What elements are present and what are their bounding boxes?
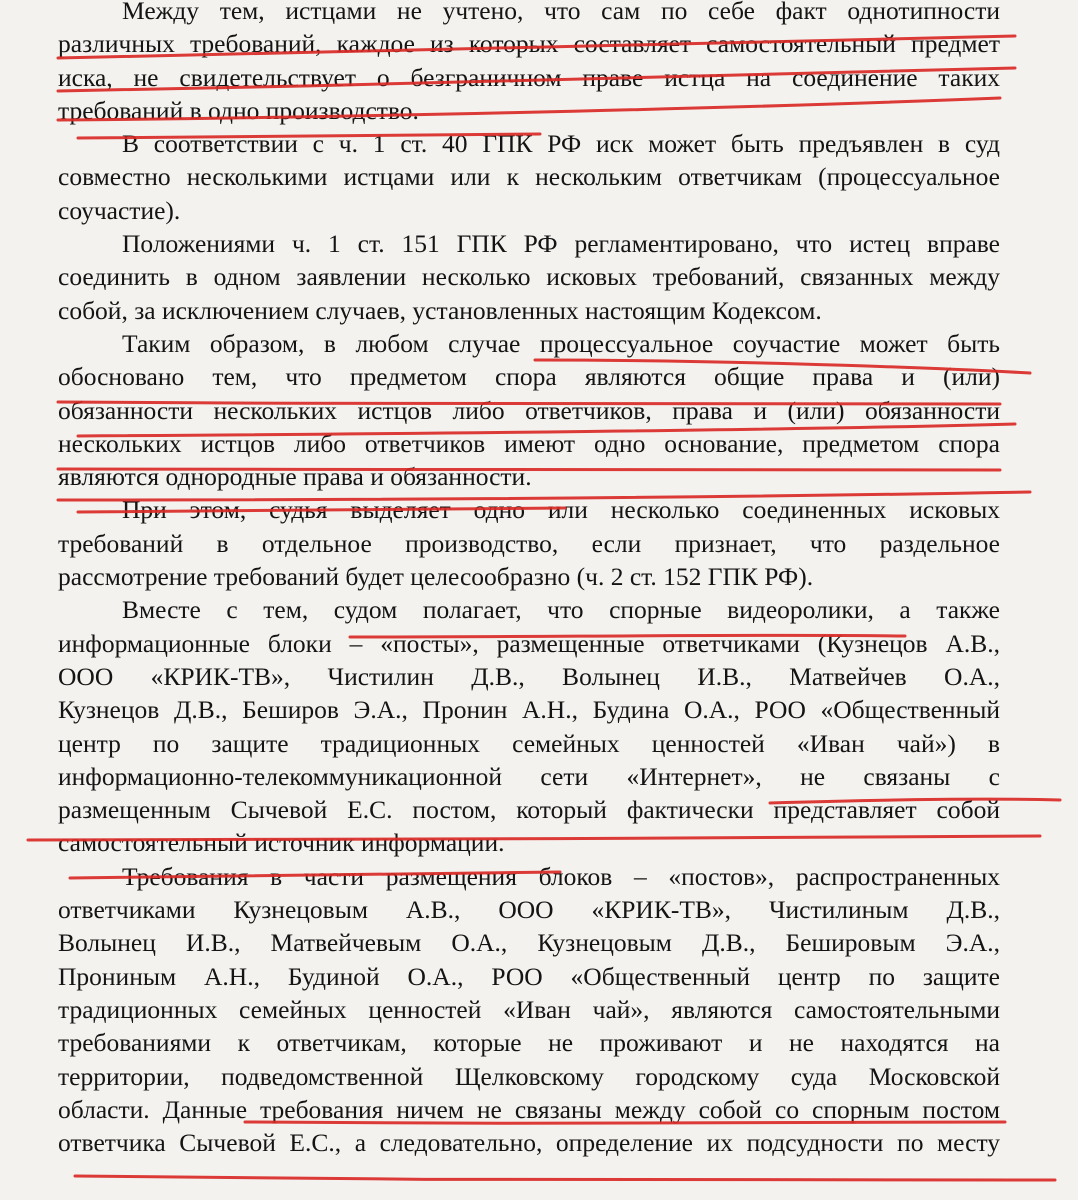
text-line: ответчика Сычевой Е.С., а следовательно, определение их подсудности по месту [58,1128,1000,1158]
text-line: центр по защите традиционных семейных ценностей «Иван чай») в [58,728,1000,758]
text-line: области. Данные требования ничем не связаны между собой со спорным постом [58,1094,1000,1124]
text-line: информационные блоки – «посты», размещенные ответчиками (Кузнецов А.В., [58,628,1000,658]
paragraph-6 [58,593,1000,859]
text-line: ответчиками Кузнецовым А.В., ООО «КРИК-ТВ», Чистилиным Д.В., [58,895,1000,925]
text-line: Положениями ч. 1 ст. 151 ГПК РФ регламентировано, что истец вправе [122,229,1000,259]
text-line: требований в отдельное производство, если признает, что раздельное [58,528,1000,558]
text-line: собой, за исключением случаев, установленных настоящим Кодексом. [58,295,822,325]
text-line: нескольких истцов либо ответчиков имеют одно основание, предметом спора [58,428,1000,458]
paragraph-4 [58,327,1000,493]
text-line: территории, подведомственной Щелковскому городскому суда Московской [58,1061,1000,1091]
text-line: требований в одно производство. [58,95,419,125]
text-line: самостоятельный источник информации. [58,828,505,858]
text-line: требованиями к ответчикам, которые не проживают и не находятся на [58,1028,1000,1058]
paragraph-5 [58,493,1000,593]
paragraph-1 [58,0,1000,127]
text-line: соучастие). [58,195,181,225]
paragraph-2 [58,127,1000,227]
text-line: традиционных семейных ценностей «Иван чай», являются самостоятельными [58,994,1000,1024]
text-line: размещенным Сычевой Е.С. постом, который фактически представляет собой [58,795,1000,825]
text-line: Требования в части размещения блоков – «постов», распространенных [122,861,1000,891]
text-line: Волынец И.В., Матвейчевым О.А., Кузнецовым Д.В., Бешировым Э.А., [58,928,1000,958]
paragraph-3 [58,227,1000,327]
text-line: Между тем, истцами не учтено, что сам по себе факт однотипности [122,0,1000,25]
text-line: ООО «КРИК-ТВ», Чистилин Д.В., Волынец И.В., Матвейчев О.А., [58,661,1000,691]
paragraph-7 [58,860,1000,1160]
text-line: Кузнецов Д.В., Беширов Э.А., Пронин А.Н., Будина О.А., РОО «Общественный [58,695,1000,725]
text-line: В соответствии с ч. 1 ст. 40 ГПК РФ иск может быть предъявлен в суд [122,129,1000,159]
text-line: Вместе с тем, судом полагает, что спорные видеоролики, а также [122,595,1000,625]
text-line: совместно несколькими истцами или к нескольким ответчикам (процессуальное [58,162,1000,192]
text-line: соединить в одном заявлении несколько исковых требований, связанных между [58,262,1000,292]
text-line: информационно-телекоммуникационной сети «Интернет», не связаны с [58,761,1000,791]
text-line: иска, не свидетельствует о безграничном праве истца на соединение таких [58,62,1000,92]
text-line: обязанности нескольких истцов либо ответчиков, права и (или) обязанности [58,395,1000,425]
text-line: различных требований, каждое из которых составляет самостоятельный предмет [58,29,1000,59]
text-line: рассмотрение требований будет целесообразно (ч. 2 ст. 152 ГПК РФ). [58,562,814,592]
document-body [58,0,1000,1159]
red-underline [75,1176,1055,1181]
text-line: При этом, судья выделяет одно или несколько соединенных исковых [122,495,1000,525]
text-line: обосновано тем, что предметом спора являются общие права и (или) [58,362,1000,392]
text-line: Таким образом, в любом случае процессуальное соучастие может быть [122,328,1000,358]
text-line: Прониным А.Н., Будиной О.А., РОО «Общественный центр по защите [58,961,1000,991]
text-line: являются однородные права и обязанности. [58,462,532,492]
